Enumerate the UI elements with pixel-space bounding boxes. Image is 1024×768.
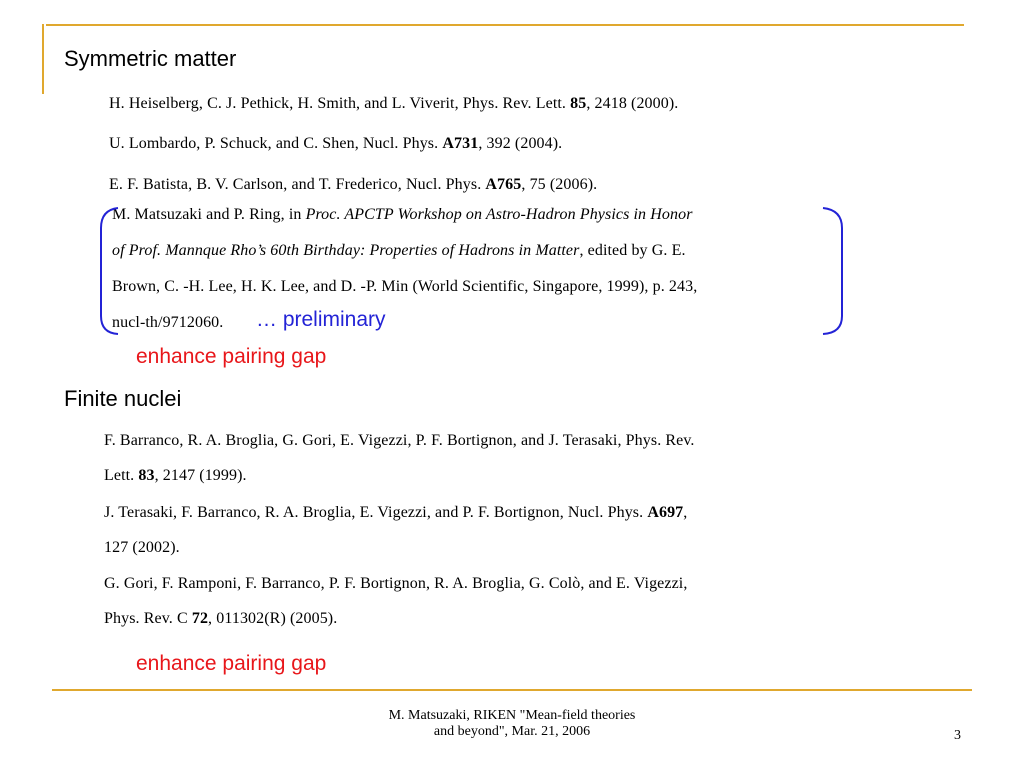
footer-citation [312, 708, 712, 740]
section-title-finite: Finite nuclei [64, 386, 182, 411]
reference-matsuzaki-line4: nucl-th/9712060. [112, 314, 224, 331]
reference-barranco-line1: F. Barranco, R. A. Broglia, G. Gori, E. Vigezzi, P. F. Bortignon, and J. Terasaki, Phys. Rev. [104, 432, 695, 449]
reference-lombardo: U. Lombardo, P. Schuck, and C. Shen, Nucl. Phys. A731, 392 (2004). [109, 135, 563, 152]
reference-matsuzaki-line2: of Prof. Mannque Rho’s 60th Birthday: Properties of Hadrons in Matter, edited by G. E. [112, 242, 686, 259]
preliminary-note: … preliminary [256, 308, 386, 331]
reference-heiselberg: H. Heiselberg, C. J. Pethick, H. Smith, and L. Viverit, Phys. Rev. Lett. 85, 2418 (2000). [109, 95, 679, 112]
page-number: 3 [954, 728, 961, 743]
reference-gori-line2: Phys. Rev. C 72, 011302(R) (2005). [104, 610, 338, 627]
section-title-symmetric: Symmetric matter [64, 46, 237, 71]
footer-line2: and beyond", Mar. 21, 2006 [433, 724, 591, 739]
reference-terasaki-line2: 127 (2002). [104, 539, 180, 556]
reference-matsuzaki-line3: Brown, C. -H. Lee, H. K. Lee, and D. -P. Min (World Scientific, Singapore, 1999), p. 243, [112, 278, 698, 295]
reference-terasaki-line1: J. Terasaki, F. Barranco, R. A. Broglia, E. Vigezzi, and P. F. Bortignon, Nucl. Phys. A697, [104, 504, 688, 521]
reference-gori-line1: G. Gori, F. Ramponi, F. Barranco, P. F. Bortignon, R. A. Broglia, G. Colò, and E. Vigezzi, [104, 575, 688, 592]
pairing-gap-note-1: enhance pairing gap [136, 345, 327, 368]
left-accent-rule [42, 24, 44, 94]
pairing-gap-note-2: enhance pairing gap [136, 652, 327, 675]
footer-rule [52, 689, 972, 691]
reference-matsuzaki-line1: M. Matsuzaki and P. Ring, in Proc. APCTP Workshop on Astro-Hadron Physics in Honor [112, 206, 693, 223]
reference-batista: E. F. Batista, B. V. Carlson, and T. Frederico, Nucl. Phys. A765, 75 (2006). [109, 176, 598, 193]
right-bracket [823, 208, 842, 334]
top-rule [46, 24, 964, 26]
reference-barranco-line2: Lett. 83, 2147 (1999). [104, 467, 247, 484]
footer-line1: M. Matsuzaki, RIKEN "Mean-field theories [388, 708, 636, 723]
